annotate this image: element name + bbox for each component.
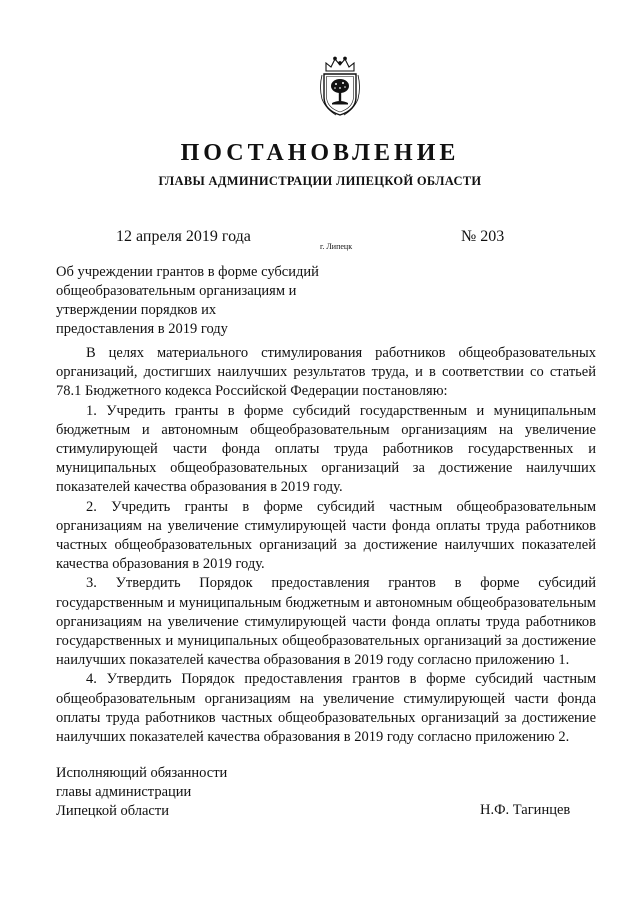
document-subtitle: ГЛАВЫ АДМИНИСТРАЦИИ ЛИПЕЦКОЙ ОБЛАСТИ (158, 174, 482, 188)
coat-of-arms-emblem (318, 55, 362, 117)
subject-line: общеобразовательным организациям и (56, 283, 297, 299)
body-paragraph-item-3: 3. Утвердить Порядок предоставления грантов в форме субсидий государственным и муниципальным бюджетным и автономным общеобразовательным организациям на увеличение стимулирующей части фонда оплаты труда работников государственных и муниципальных общеобразовательных организаций за достижение наилучших показателей качества образования в 2019 году согласно приложению 1. (56, 575, 596, 669)
document-date: 12 апреля 2019 года (116, 228, 251, 245)
subject-line: утверждении порядков их (56, 302, 217, 318)
subject-line: предоставления в 2019 году (56, 321, 228, 337)
document-number: № 203 (461, 228, 505, 245)
signatory-position-line: Исполняющий обязанности (56, 765, 228, 781)
document-city: г. Липецк (320, 242, 353, 251)
subject-line: Об учреждении грантов в форме субсидий (56, 264, 319, 280)
document-subject (56, 263, 356, 339)
document-title: ПОСТАНОВЛЕНИЕ (180, 140, 460, 166)
body-paragraph-item-1: 1. Учредить гранты в форме субсидий государственным и муниципальным бюджетным и автономным общеобразовательным организациям на увеличение стимулирующей части фонда оплаты труда работников государственных и муниципальных общеобразовательных организаций за достижение наилучших показателей качества образования в 2019 году. (56, 402, 596, 496)
body-paragraph-preamble: В целях материального стимулирования работников общеобразовательных организаций, достигших наилучших результатов труда, и в соответствии со статьей 78.1 Бюджетного кодекса Российской Федерации постановляю: (56, 345, 596, 400)
document-body (56, 344, 596, 747)
body-paragraph-item-4: 4. Утвердить Порядок предоставления грантов в форме субсидий частным общеобразовательным организациям на увеличение стимулирующей части фонда оплаты труда работников частных общеобразовательных организаций за достижение наилучших показателей качества образования в 2019 году согласно приложению 2. (56, 671, 596, 746)
signatory-name: Н.Ф. Тагинцев (480, 802, 571, 818)
signatory-position-line: Липецкой области (56, 803, 169, 819)
signatory-position (56, 764, 227, 821)
body-paragraph-item-2: 2. Учредить гранты в форме субсидий частным общеобразовательным организациям на увеличение стимулирующей части фонда оплаты труда работников частных общеобразовательных организаций за достижение наилучших показателей качества образования в 2019 году. (56, 498, 596, 573)
signatory-position-line: главы администрации (56, 784, 192, 800)
